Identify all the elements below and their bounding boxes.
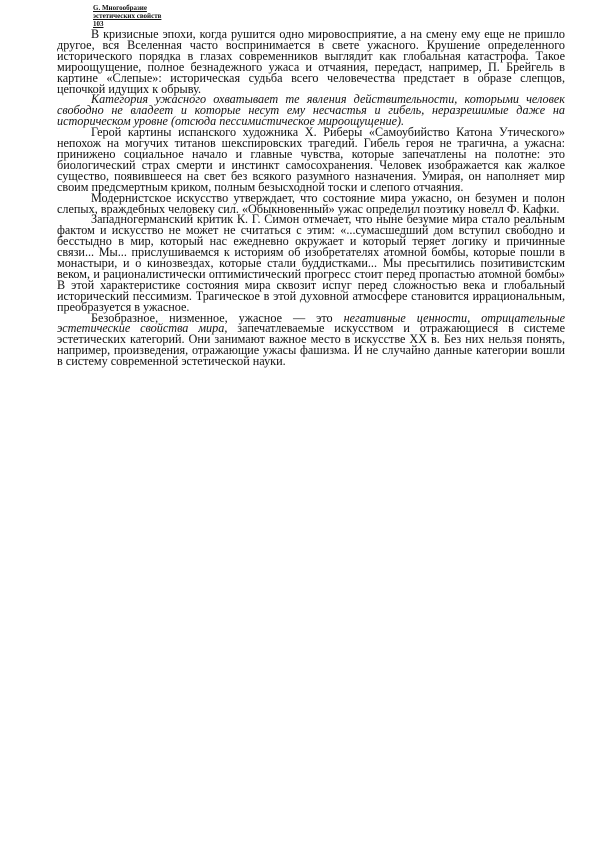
paragraph [57, 310, 565, 369]
emphasis-text: негативные ценности, отрицательные эстетические свойства мира, [57, 310, 565, 336]
paragraph [57, 214, 565, 312]
paragraph-text: Модернистское искусство утверждает, что состояние мира ужасно, он безумен и полон слепых, враждебных человеку сил. «Обыкновенный» ужас определил поэтику новелл Ф. Кафки. [57, 190, 565, 216]
paragraph-text: Безобразное, низменное, ужасное — это [91, 310, 344, 325]
paragraph-text: Западногерманский критик К. Г. Симон отмечает, что ныне безумие мира стало реальным фактом и искусство не может не считаться с этим: «...сумасшедший дом вступил свободно и бесстыдно в мир, который нас ежедневно окружает и который теряет логику и причинные связи... Мы... прислушиваемся к историям об изобретателях атомной бомбы, которые пошли в монастыри, и о кинозвездах, которые стали буддистками... Мы пресытились позитивистским веком, и рационалистически оптимистический прогресс стоит перед пропастью атомной бомбы» В этой характеристике состояния мира сквозит испуг перед сложностью века и глобальный исторический пессимизм. Трагическое в этой духовной атмосфере становится иррациональным, преобразуется в ужасное. [57, 212, 565, 314]
paragraph [57, 127, 565, 192]
paragraph-text: запечатлеваемые искусством и отражающиеся в системе эстетических категорий. Они занимают важное место в искусстве XX в. Без них нельзя понять, например, произведения, отражающие ужасы фашизма. И не случайно данные категории вошли в систему современной эстетической науки. [57, 321, 565, 369]
header-page-number: 103 [93, 20, 104, 28]
definition-text: Категория ужасного охватывает те явления действительности, которыми человек свободно не владеет и которые несут ему несчастья и гибель, неразрешимые даже на историческом уровне (отсюда пессимистическое мироощущение). [57, 92, 565, 129]
paragraph [57, 190, 565, 216]
paragraph-text: Герой картины испанского художника Х. Риберы «Самоубийство Катона Утического» непохож на могучих титанов шекспировских трагедий. Гибель героя не трагична, а ужасна: принижено социальное начало и главные чувства, которые запечатлены на полотне: это биологический страх смерти и инстинкт самосохранения. Человек изображается как жалкое существо, появившееся на свет без всякого разумного назначения. Умирая, он наполняет мир своим предсмертным криком, полным безысходной тоски и слепого отчаяния. [57, 125, 565, 194]
page-body [57, 29, 565, 367]
header-subtitle: эстетических свойств [93, 12, 162, 20]
definition-paragraph [57, 94, 565, 127]
header-author: G. Многообразие [93, 4, 147, 12]
running-header [93, 4, 161, 28]
paragraph [57, 29, 565, 94]
paragraph-text: В кризисные эпохи, когда рушится одно мировосприятие, а на смену ему еще не пришло другое, вся Вселенная часто воспринимается в свете ужасного. Крушение определенного исторического порядка в глазах современников выглядит как глобальная катастрофа. Такое мироощущение, полное безнадежного ужаса и отчаяния, передаст, например, П. Брейгель в картине «Слепые»: историческая судьба всего человечества предстает в образе слепцов, цепочкой идущих к обрыву. [57, 27, 565, 96]
